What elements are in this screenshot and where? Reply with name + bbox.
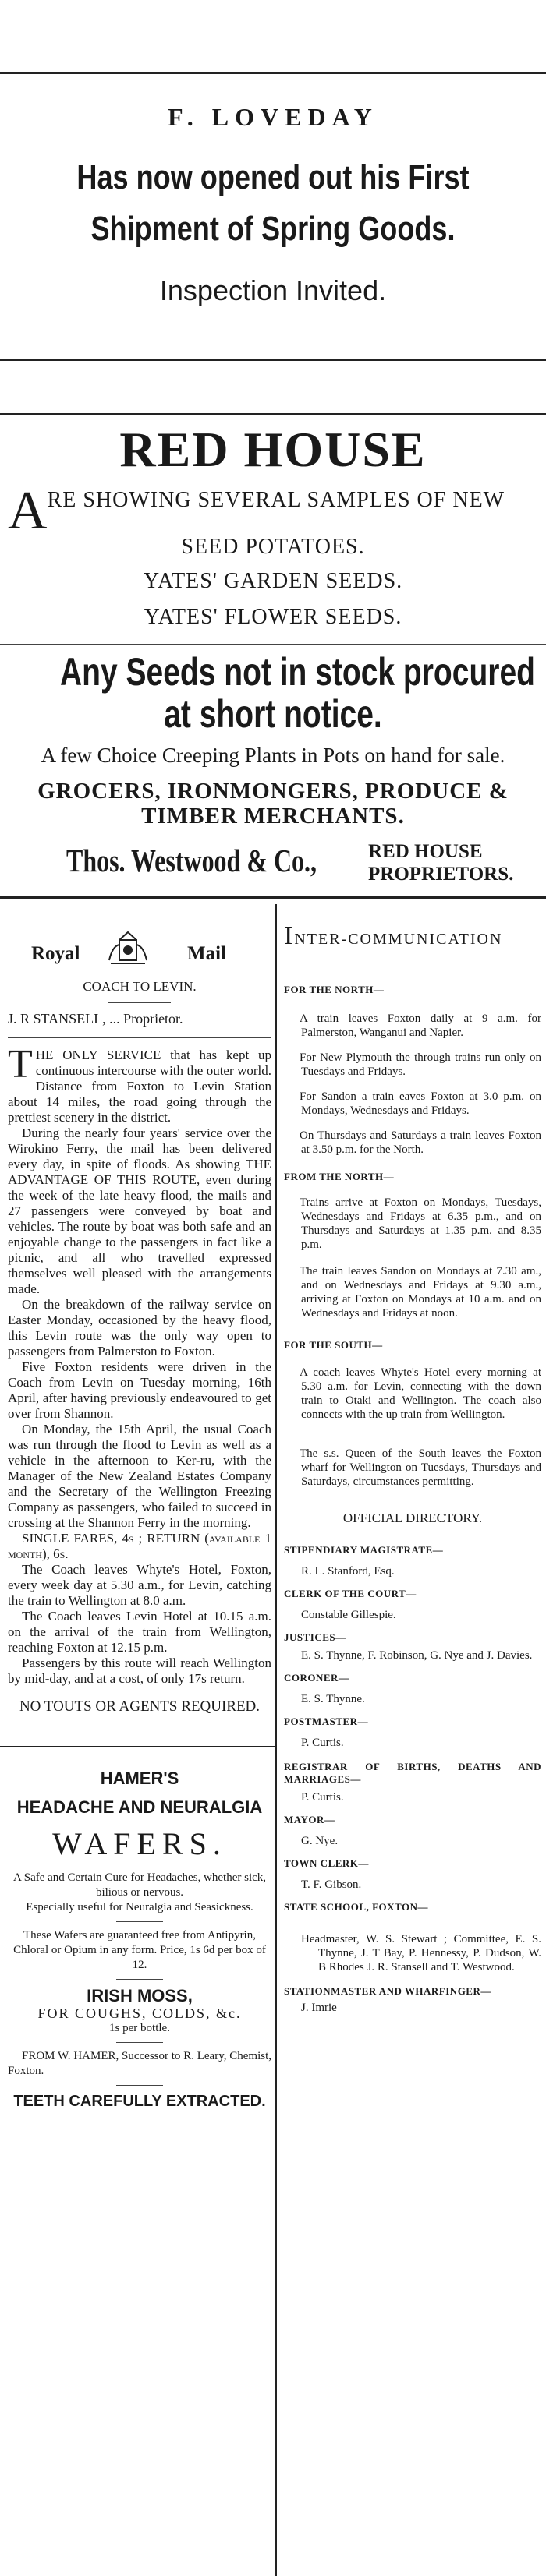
loveday-inspection: Inspection Invited. [159,274,387,306]
redhouse-grocers-2: TIMBER MERCHANTS. [141,804,405,829]
directory-value-7: G. Nye. [301,1835,339,1847]
intercom-south-label: FOR THE SOUTH— [284,1339,383,1351]
hamers-irish-moss: IRISH MOSS, [87,1986,193,2005]
royal-mail-para-8: Passengers by this route will reach Wellington by mid-day, and at a cost, of only 17s return. [8,1655,271,1686]
redhouse-any-seeds-2: at short notice. [164,692,382,736]
intercom-dropcap: I [284,921,295,950]
redhouse-item-3: YATES' FLOWER SEEDS. [144,605,402,629]
redhouse-proprietors-line-2: PROPRIETORS. [368,864,514,885]
intercom-title: INTER-COMMUNICATION [284,921,503,950]
royal-mail-rule [108,1002,171,1003]
directory-label-2: CLERK OF THE COURT— [284,1588,417,1599]
redhouse-any-seeds-1: Any Seeds not in stock procured [60,650,535,694]
directory-value-4: E. S. Thynne. [301,1693,365,1705]
hamers-teeth: TEETH CAREFULLY EXTRACTED. [13,2093,266,2110]
hamers-desc-3: These Wafers are guaranteed free from Antipyrin, Chloral or Opium in any form. Price, 1s 6d per box of 12. [13,1929,266,1971]
redhouse-dropcap: A [8,481,48,541]
royal-mail-mail: Mail [187,943,226,964]
directory-label-5: POSTMASTER— [284,1716,369,1727]
redhouse-item-2: YATES' GARDEN SEEDS. [143,569,403,593]
hamers-price: 1s per bottle. [109,2022,170,2034]
intercom-from-north-2: The train leaves Sandon on Mondays at 7.30 am., and on Wednesdays and Fridays at 9.30 a.m., arriving at Foxton on Mondays at 10 a.m. and on Wednesdays and Fridays at noon. [300,1265,541,1320]
left-divider [0,1746,275,1747]
directory-value-1: R. L. Stanford, Esq. [301,1565,395,1578]
royal-mail-dropcap: T [8,1042,33,1087]
royal-crest-icon [106,929,150,966]
column-divider [275,904,277,2576]
directory-label-6: REGISTRAR OF BIRTHS, DEATHS AND MARRIAGES— [284,1761,541,1785]
intercom-north-3: For Sandon a train eaves Foxton at 3.0 p.m. on Mondays, Wednesdays and Fridays. [300,1090,541,1117]
directory-label-9: STATE SCHOOL, FOXTON— [284,1901,428,1913]
intercom-north-4: On Thursdays and Saturdays a train leaves Foxton at 3.50 p.m. for the North. [300,1129,541,1156]
hamers-rule [116,1921,163,1922]
hamers-from: FROM W. HAMER, Successor to R. Leary, Chemist, Foxton. [8,2050,271,2077]
redhouse-showing [0,481,546,541]
intercom-north-1: A train leaves Foxton daily at 9 a.m. for Palmerston, Wanganui and Napier. [300,1012,541,1039]
royal-mail-rule-2 [8,1037,271,1038]
directory-label-10: STATIONMASTER AND WHARFINGER— [284,1985,491,1997]
royal-mail-para-4: Five Foxton residents were driven in the Coach from Levin on Tuesday morning, 16th April, after having previously endeavoured to get over from Shannon. [8,1359,271,1421]
royal-mail-para-5: On Monday, the 15th April, the usual Coach was run through the flood to Levin as well as a vehicle in the afternoon to Ker-ru, with the Manager of the New Zealand Estates Company and the Secretary of the Wellington Freezing Company as passengers, who failed to succeed in crossing at the Shannon Ferry in the morning. [8,1422,271,1530]
royal-mail-header [8,929,271,977]
loveday-bottom-border [0,359,546,361]
hamers-rule-2 [116,1979,163,1980]
redhouse-westwood: Thos. Westwood & Co., [66,843,317,878]
redhouse-title: RED HOUSE [119,422,427,477]
directory-label-4: CORONER— [284,1672,349,1684]
royal-mail-para-3: On the breakdown of the railway service on Easter Monday, occasioned by the heavy flood, this Levin route was the only way open to passengers from Palmerston to Foxton. [8,1297,271,1359]
hamers-title: HAMER'S [100,1769,179,1788]
royal-mail-para-7: The Coach leaves Levin Hotel at 10.15 a.m. on the arrival of the train from Wellington, reaching Foxton at 12.15 p.m. [8,1609,271,1655]
directory-title: OFFICIAL DIRECTORY. [342,1511,483,1525]
directory-label-3: JUSTICES— [284,1631,346,1643]
hamers-desc-2: Especially useful for Neuralgia and Seasickness. [26,1901,254,1913]
hamers-advert [8,1763,271,2574]
redhouse-showing-text: RE SHOWING SEVERAL SAMPLES OF NEW [47,488,505,512]
redhouse-bottom-border [0,896,546,899]
loveday-line-1: Has now opened out his First [76,158,470,196]
royal-mail-fares: SINGLE FARES, 4s ; RETURN (available 1 month), 6s. [8,1531,271,1561]
loveday-line-2: Shipment of Spring Goods. [90,210,456,248]
redhouse-item-1: SEED POTATOES. [181,535,365,559]
royal-mail-para-1: THE ONLY SERVICE that has kept up continuous intercourse with the outer world. Distance from Foxton to Levin Station about 14 miles, the road going through the prettiest scenery in the district. [8,1042,271,1125]
redhouse-proprietors-line-1: RED HOUSE [368,841,483,862]
directory-value-3: E. S. Thynne, F. Robinson, G. Nye and J. Davies. [301,1649,533,1662]
directory-value-10: J. Imrie [301,2002,337,2014]
intercom-section [284,921,541,2015]
redhouse-top-border [0,413,546,415]
redhouse-grocers-1: GROCERS, IRONMONGERS, PRODUCE & [37,779,509,804]
directory-value-2: Constable Gillespie. [301,1609,396,1621]
directory-value-8: T. F. Gibson. [301,1878,362,1891]
royal-mail-para-2: During the nearly four years' service over the Wirokino Ferry, the mail has been delivered every day, in spite of floods. As showing THE ADVANTAGE OF THIS ROUTE, even during the week of the late heavy flood, the mails and 27 passengers were conveyed by boat and vehicles. The route by boat was both safe and an enjoyable change to the passengers in fact like a picnic, and all who travelled expressed themselves well pleased with the arrangements made. [8,1125,271,1296]
hamers-desc-1: A Safe and Certain Cure for Headaches, whether sick, bilious or nervous. [12,1871,267,1899]
top-border [0,72,546,74]
intercom-from-north-1: Trains arrive at Foxton on Mondays, Tuesdays, Wednesdays and Fridays at 6.35 p.m., and on Thursdays and Saturdays at 1.35 p.m. and 8.35 p.m. [300,1196,541,1251]
directory-label-8: TOWN CLERK— [284,1857,369,1869]
directory-label-1: STIPENDIARY MAGISTRATE— [284,1544,444,1556]
royal-mail-no-touts: NO TOUTS OR AGENTS REQUIRED. [19,1698,261,1715]
hamers-wafers: WAFERS. [52,1826,227,1861]
directory-label-7: MAYOR— [284,1814,335,1825]
hamers-subtitle: HEADACHE AND NEURALGIA [16,1797,263,1817]
redhouse-divider [0,644,546,645]
redhouse-few-choice: A few Choice Creeping Plants in Pots on hand for sale. [41,744,505,767]
hamers-coughs: FOR COUGHS, COLDS, &c. [37,2005,242,2021]
directory-value-9: Headmaster, W. S. Stewart ; Committee, E. S. Thynne, J. T Bay, P. Hennessy, P. Dudson, W. B Rhodes J. R. Stansell and T. Westwood. [301,1933,541,1974]
directory-value-6: P. Curtis. [301,1791,344,1804]
royal-mail-proprietor: J. R STANSELL, ... Proprietor. [8,1011,183,1027]
intercom-south-1: A coach leaves Whyte's Hotel every morning at 5.30 a.m. for Levin, connecting with the down train to Otaki and Wellington. The coach also connects with the up train from Wellington. [300,1366,541,1421]
intercom-north-2: For New Plymouth the through trains run only on Tuesdays and Fridays. [300,1051,541,1078]
hamers-rule-4 [116,2085,163,2086]
loveday-name: F. LOVEDAY [168,103,378,131]
redhouse-proprietors [368,840,513,885]
hamers-rule-3 [116,2042,163,2043]
royal-mail-advert [8,929,271,1724]
intercom-south-2: The s.s. Queen of the South leaves the Foxton wharf for Wellington on Tuesdays, Thursdays and Saturdays, circumstances permitting. [300,1447,541,1488]
directory-value-5: P. Curtis. [301,1737,344,1749]
intercom-from-north-label: FROM THE NORTH— [284,1171,395,1182]
redhouse-signature [0,839,546,893]
royal-mail-coach: COACH TO LEVIN. [83,979,197,994]
intercom-north-label: FOR THE NORTH— [284,984,385,995]
royal-mail-para-6: The Coach leaves Whyte's Hotel, Foxton, every week day at 5.30 a.m., for Levin, catching the train to Wellington at 8.0 a.m. [8,1562,271,1608]
royal-mail-royal: Royal [31,943,80,964]
